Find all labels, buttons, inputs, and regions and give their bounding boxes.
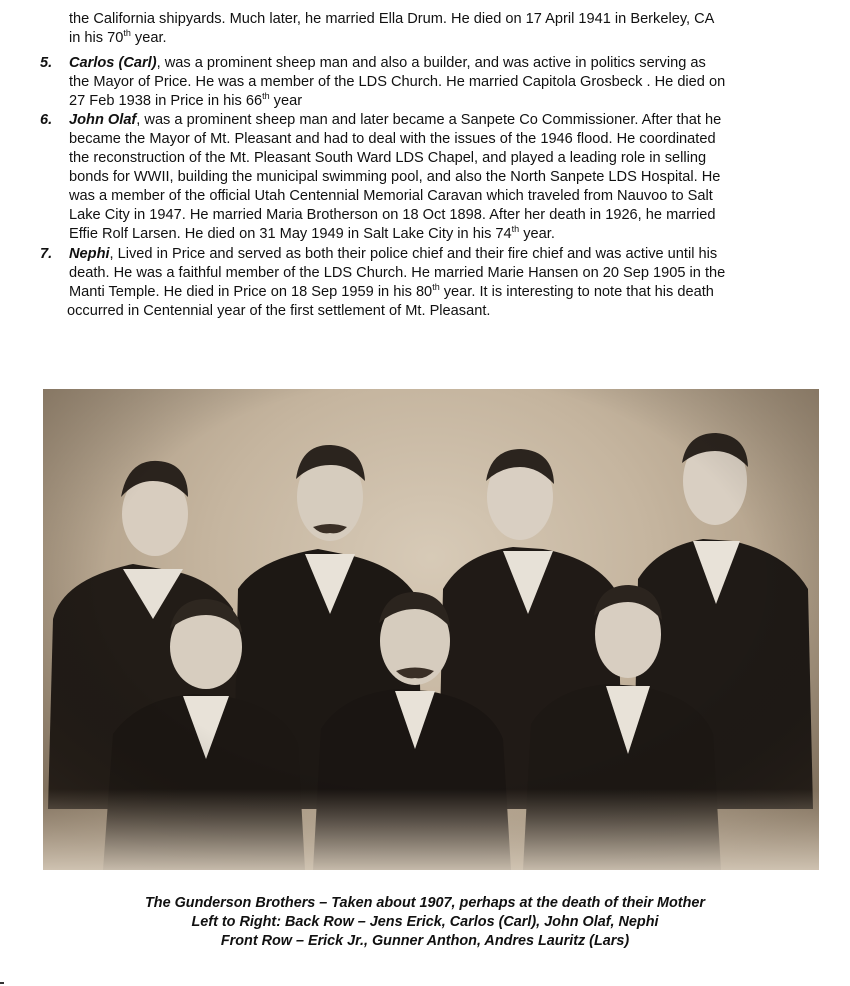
entry-line: Effie Rolf Larsen. He died on 31 May 1949 in Salt Lake City in his 74th year.	[69, 224, 555, 242]
entry-name: Carlos (Carl)	[69, 55, 157, 71]
margin-mark	[0, 982, 4, 984]
intro-line-2: in his 70th year.	[69, 28, 167, 46]
group-photograph	[43, 389, 819, 870]
entry-name: Nephi	[69, 246, 110, 262]
entry-name: John Olaf	[69, 112, 137, 128]
entry-number: 6.	[40, 112, 53, 128]
caption-front-row: Front Row – Erick Jr., Gunner Anthon, Andres Lauritz (Lars)	[220, 933, 630, 949]
entry-line: Nephi, Lived in Price and served as both their police chief and their fire chief and was active until his	[69, 246, 718, 262]
photo-illustration	[43, 389, 819, 870]
caption-title: The Gunderson Brothers – Taken about 1907, perhaps at the death of their Mother	[145, 895, 705, 911]
entry-line: Carlos (Carl), was a prominent sheep man and also a builder, and was active in politics serving as	[69, 55, 706, 71]
entry-line: John Olaf, was a prominent sheep man and later became a Sanpete Co Commissioner. After that he	[69, 112, 722, 128]
entry-number: 7.	[40, 246, 53, 262]
entry-line: was a member of the official Utah Centennial Memorial Caravan which traveled from Nauvoo to Salt	[69, 188, 713, 204]
entry-line: Manti Temple. He died in Price on 18 Sep 1959 in his 80th year. It is interesting to note that his death	[69, 282, 714, 300]
intro-line-1: the California shipyards. Much later, he married Ella Drum. He died on 17 April 1941 in Berkeley, CA	[69, 11, 715, 27]
entry-line: the Mayor of Price. He was a member of the LDS Church. He married Capitola Grosbeck . He died on	[69, 74, 726, 90]
entry-number: 5.	[40, 55, 53, 71]
entry-line: became the Mayor of Mt. Pleasant and had to deal with the issues of the 1946 flood. He coordinated	[69, 131, 716, 147]
entry-line: occurred in Centennial year of the first settlement of Mt. Pleasant.	[67, 303, 491, 319]
entry-line: Lake City in 1947. He married Maria Brotherson on 18 Oct 1898. After her death in 1926, he married	[69, 207, 716, 223]
entry-line: 27 Feb 1938 in Price in his 66th year	[69, 91, 303, 109]
entry-line: bonds for WWII, building the municipal swimming pool, and also the North Sanpete LDS Hospital. He	[69, 169, 721, 185]
caption-back-row: Left to Right: Back Row – Jens Erick, Carlos (Carl), John Olaf, Nephi	[191, 914, 659, 930]
entry-line: the reconstruction of the Mt. Pleasant South Ward LDS Chapel, and played a leading role in selling	[69, 150, 707, 166]
entry-line: death. He was a faithful member of the LDS Church. He married Marie Hansen on 20 Sep 1905 in the	[69, 265, 726, 281]
